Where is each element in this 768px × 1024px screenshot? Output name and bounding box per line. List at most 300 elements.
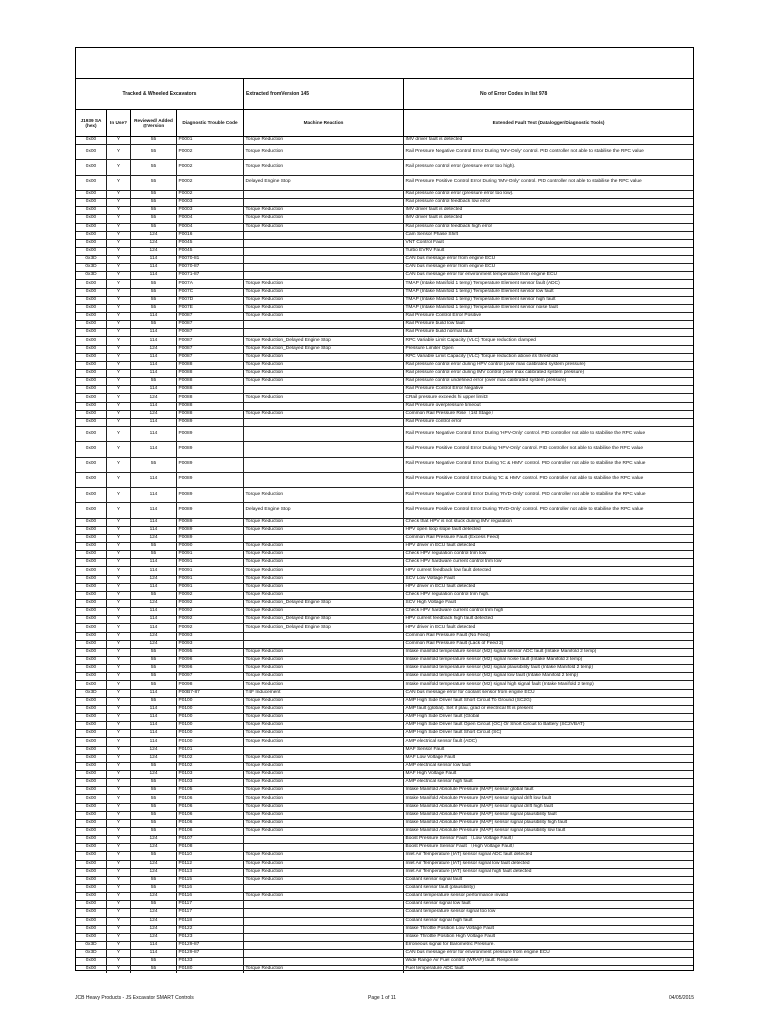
cell-version: 124 (131, 844, 177, 851)
cell-fault-text: VNT Control Fault (405, 239, 444, 245)
cell-reaction: Torque Reduction_Delayed Engine Stop (244, 337, 404, 344)
cell-fault-text: Inlet Air Temperature (IAT) sensor signal high fault detected (405, 868, 532, 874)
table-row (76, 362, 693, 370)
cell-version: 124 (131, 346, 177, 353)
table-row (76, 852, 693, 860)
cell-fault-text: Wide Range Air Fuel control (WRAF) fault: Response (405, 958, 519, 964)
cell-dtc: P0098 (177, 681, 244, 688)
cell-reaction (244, 885, 404, 892)
cell-in-use: Y (107, 458, 131, 472)
cell-fault-text: Check HPV hardware current control trim high (405, 608, 504, 614)
cell-in-use: Y (107, 329, 131, 336)
cell-sa: 0x00 (76, 657, 107, 664)
table-row (76, 690, 693, 698)
cell-reaction: Torque Reduction (244, 779, 404, 786)
cell-reaction (244, 934, 404, 941)
cell-sa: 0x00 (76, 909, 107, 916)
cell-dtc: P0106 (177, 812, 244, 819)
cell-in-use: Y (107, 836, 131, 843)
cell-reaction: Torque Reduction (244, 559, 404, 566)
cell-sa: 0x00 (76, 176, 107, 190)
cell-dtc: P0089 (177, 503, 244, 517)
cell-fault-text: Rail Pressure Negative Control Error During 'HPV-Only' control. PID controller not able to stabilise the RPC value (405, 430, 646, 436)
cell-sa: 0x00 (76, 844, 107, 851)
column-header-dtc: Diagnostic Trouble Code (177, 110, 244, 136)
cell-sa: 0x00 (76, 714, 107, 721)
cell-in-use: Y (107, 394, 131, 401)
cell-in-use: Y (107, 346, 131, 353)
cell-reaction: Torque Reduction (244, 289, 404, 296)
cell-dtc: P0106 (177, 795, 244, 802)
cell-in-use: Y (107, 313, 131, 320)
cell-reaction: Torque Reduction (244, 608, 404, 615)
cell-reaction: Torque Reduction (244, 215, 404, 222)
table-row (76, 354, 693, 362)
cell-sa: 0x00 (76, 370, 107, 377)
cell-fault-text: Intake Manifold Absolute Pressure (MAP) sensor signal drift high fault (405, 803, 553, 809)
cell-in-use: Y (107, 852, 131, 859)
cell-in-use: Y (107, 747, 131, 754)
cell-sa: 0x00 (76, 567, 107, 574)
cell-fault-text: CAN bus message error from engine ECU (405, 264, 496, 270)
cell-version: 114 (131, 419, 177, 426)
cell-in-use: Y (107, 877, 131, 884)
table-row (76, 488, 693, 503)
cell-version: 114 (131, 386, 177, 393)
cell-version: 124 (131, 836, 177, 843)
cell-reaction (244, 901, 404, 908)
cell-dtc: P0091 (177, 576, 244, 583)
table-row (76, 297, 693, 305)
cell-fault-text: CRail pressure exceeds hi upper limit3 (405, 394, 488, 400)
cell-reaction: Torque Reduction (244, 681, 404, 688)
table-row (76, 616, 693, 624)
cell-reaction (244, 458, 404, 472)
cell-reaction (244, 909, 404, 916)
cell-dtc: P0003 (177, 207, 244, 214)
cell-version: 114 (131, 714, 177, 721)
cell-dtc: P0100 (177, 706, 244, 713)
cell-version: 55 (131, 176, 177, 190)
table-row (76, 836, 693, 844)
cell-reaction: Torque Reduction (244, 755, 404, 762)
cell-fault-text: TMAP (Intake Manifold 1 temp) Temperature Element sensor noise fault (405, 305, 558, 311)
table-row (76, 942, 693, 950)
cell-reaction: Torque Reduction (244, 411, 404, 418)
cell-fault-text: RPC Variable Limit Capacity (VLC) Torque reduction clamped (405, 337, 536, 343)
cell-dtc: P0091 (177, 551, 244, 558)
cell-fault-text: Intake Manifold Absolute Pressure (MAP) sensor signal plausibility high fault (405, 819, 568, 825)
cell-sa: 0x00 (76, 698, 107, 705)
cell-dtc: P0129-87 (177, 942, 244, 949)
table-row (76, 535, 693, 543)
cell-reaction: Torque Reduction (244, 378, 404, 385)
cell-sa: 0x00 (76, 576, 107, 583)
cell-in-use: Y (107, 779, 131, 786)
cell-sa: 0x00 (76, 442, 107, 456)
cell-dtc: P0095 (177, 649, 244, 656)
cell-dtc: P0001 (177, 137, 244, 144)
cell-sa: 0x00 (76, 488, 107, 502)
cell-sa: 0x00 (76, 706, 107, 713)
cell-version: 114 (131, 584, 177, 591)
cell-reaction: Torque Reduction (244, 527, 404, 534)
cell-version: 114 (131, 329, 177, 336)
cell-fault-text: Intake manifold temperature sensor (M2) signal noise fault (Intake Manifold 2 temp) (405, 657, 583, 663)
cell-reaction: Torque Reduction (244, 305, 404, 312)
table-row (76, 804, 693, 812)
cell-version: 114 (131, 942, 177, 949)
cell-sa: 0x3D (76, 950, 107, 957)
cell-fault-text: Intake manifold temperature sensor (M2) signal high signal fault (Intake Manifold 2 temp) (405, 681, 594, 687)
cell-fault-text: Boost Pressure Sensor Fault （Low Voltage Fault） (405, 836, 516, 842)
cell-fault-text: TMAP (Intake Manifold 1 temp) Temperature Element sensor low fault (405, 288, 554, 294)
cell-dtc: P0102 (177, 755, 244, 762)
cell-reaction: Torque Reduction (244, 738, 404, 745)
cell-in-use: Y (107, 551, 131, 558)
cell-version: 124 (131, 394, 177, 401)
cell-fault-text: Rail Pressure build normal fault (405, 329, 473, 335)
table-row (76, 624, 693, 632)
cell-dtc: P0096 (177, 665, 244, 672)
cell-version: 55 (131, 160, 177, 174)
table-row (76, 329, 693, 337)
cell-dtc: P0108 (177, 844, 244, 851)
cell-in-use: Y (107, 885, 131, 892)
cell-version: 114 (131, 403, 177, 410)
cell-in-use: Y (107, 730, 131, 737)
cell-sa: 0x00 (76, 771, 107, 778)
cell-in-use: Y (107, 354, 131, 361)
column-header-reaction: Machine Reaction (244, 110, 404, 136)
cell-sa: 0x00 (76, 747, 107, 754)
cell-dtc: P0091 (177, 559, 244, 566)
cell-reaction: Torque Reduction (244, 362, 404, 369)
cell-in-use: Y (107, 567, 131, 574)
cell-sa: 0x00 (76, 828, 107, 835)
cell-sa: 0x00 (76, 787, 107, 794)
cell-dtc: P0091 (177, 584, 244, 591)
table-row (76, 232, 693, 240)
cell-reaction (244, 419, 404, 426)
cell-fault-text: Rail Pressure build low fault (405, 321, 465, 327)
cell-reaction: Torque Reduction (244, 722, 404, 729)
cell-dtc: P0088 (177, 370, 244, 377)
cell-reaction: Torque Reduction (244, 592, 404, 599)
cell-reaction: Torque Reduction (244, 665, 404, 672)
column-header-sa: J1939 SA (hex) (76, 110, 107, 136)
cell-dtc: P0088 (177, 394, 244, 401)
cell-dtc: P0088 (177, 362, 244, 369)
cell-fault-text: HPV driver in ECU fault detected (405, 583, 476, 589)
cell-reaction (244, 191, 404, 198)
cell-dtc: P0089 (177, 527, 244, 534)
cell-version: 55 (131, 199, 177, 206)
cell-reaction: Torque Reduction (244, 160, 404, 174)
cell-fault-text: Rail Pressure Negative Control Error During 'IC & HMV' control. PID controller not able to stabilise the RPC value (405, 461, 646, 467)
cell-fault-text: IMV driver fault is detected (405, 137, 463, 143)
cell-version: 114 (131, 264, 177, 271)
cell-version: 124 (131, 641, 177, 648)
table-row (76, 877, 693, 885)
page-footer (75, 995, 694, 1005)
table-row (76, 950, 693, 958)
cell-sa: 0x00 (76, 346, 107, 353)
cell-in-use: Y (107, 665, 131, 672)
cell-fault-text: Rail Pressure Positive Control Error During 'IC & HMV' control. PID controller not able to stabilise the RPC value (405, 476, 644, 482)
cell-in-use: Y (107, 386, 131, 393)
cell-in-use: Y (107, 861, 131, 868)
cell-fault-text: Rail Pressure Positive Control Error During 'RVD-Only' control. PID controller not able to stabilise the RPC value (405, 507, 644, 513)
table-row (76, 240, 693, 248)
cell-dtc: P0133 (177, 958, 244, 965)
cell-dtc: P0100 (177, 698, 244, 705)
cell-fault-text: AMP High Side Driver fault (Global (405, 714, 480, 720)
cell-in-use: Y (107, 657, 131, 664)
cell-in-use: Y (107, 264, 131, 271)
cell-in-use: Y (107, 787, 131, 794)
cell-version: 55 (131, 901, 177, 908)
table-row (76, 673, 693, 681)
cell-reaction: Torque Reduction_Delayed Engine Stop (244, 346, 404, 353)
cell-version: 55 (131, 828, 177, 835)
cell-fault-text: Rail Pressure Positive Control Error During 'HPV-Only' control. PID controller not able to stabilise the RPC value (405, 445, 644, 451)
cell-reaction: Torque Reduction (244, 207, 404, 214)
cell-in-use: Y (107, 576, 131, 583)
fault-code-sheet (75, 47, 694, 971)
title-machine-family: Tracked & Wheeled Excavators (76, 79, 244, 109)
cell-in-use: Y (107, 690, 131, 697)
cell-version: 55 (131, 958, 177, 965)
cell-reaction (244, 747, 404, 754)
cell-version: 114 (131, 427, 177, 441)
footer-date: 04/05/2015 (668, 995, 694, 1001)
cell-version: 55 (131, 877, 177, 884)
table-row (76, 378, 693, 386)
table-row (76, 885, 693, 893)
cell-version: 114 (131, 488, 177, 502)
cell-in-use: Y (107, 804, 131, 811)
cell-sa: 0x00 (76, 527, 107, 534)
cell-sa: 0x00 (76, 215, 107, 222)
cell-version: 55 (131, 297, 177, 304)
cell-version: 124 (131, 934, 177, 941)
cell-in-use: Y (107, 901, 131, 908)
cell-fault-text: CAN bus message error from engine ECU (405, 256, 496, 262)
cell-in-use: Y (107, 137, 131, 144)
cell-in-use: Y (107, 224, 131, 231)
table-row (76, 901, 693, 909)
cell-sa: 0x00 (76, 633, 107, 640)
cell-in-use: Y (107, 543, 131, 550)
cell-reaction (244, 942, 404, 949)
cell-fault-text: Intake Manifold Absolute Pressure (MAP) sensor signal plausibility fault (405, 811, 557, 817)
cell-sa: 0x00 (76, 779, 107, 786)
table-row (76, 519, 693, 527)
table-row (76, 289, 693, 297)
cell-dtc: P0087 (177, 329, 244, 336)
cell-fault-text: Rail pressure control error during IMV control (over max calibrated system pressure) (405, 370, 585, 376)
table-row (76, 313, 693, 321)
cell-reaction (244, 633, 404, 640)
cell-sa: 0x00 (76, 160, 107, 174)
cell-version: 114 (131, 527, 177, 534)
cell-dtc: P0088 (177, 411, 244, 418)
column-header-in-use: In Use? (107, 110, 131, 136)
cell-fault-text: RPC Variable Limit Capacity (VLC) Torque reduction above its threshold (405, 353, 559, 359)
cell-reaction: Torque Reduction (244, 657, 404, 664)
table-row (76, 714, 693, 722)
cell-in-use: Y (107, 722, 131, 729)
cell-fault-text: IMV driver fault is detected (405, 207, 463, 213)
cell-in-use: Y (107, 232, 131, 239)
table-row (76, 755, 693, 763)
cell-reaction (244, 442, 404, 456)
cell-fault-text: Check HPV regulation control trim low (405, 551, 487, 557)
cell-reaction: Torque Reduction (244, 224, 404, 231)
cell-dtc: P0087 (177, 354, 244, 361)
cell-sa: 0x00 (76, 934, 107, 941)
cell-in-use: Y (107, 950, 131, 957)
cell-in-use: Y (107, 191, 131, 198)
cell-dtc: P0089 (177, 419, 244, 426)
cell-dtc: P0087 (177, 313, 244, 320)
cell-sa: 0x00 (76, 673, 107, 680)
cell-version: 114 (131, 442, 177, 456)
cell-in-use: Y (107, 771, 131, 778)
cell-reaction: Torque Reduction (244, 280, 404, 287)
table-row (76, 730, 693, 738)
cell-in-use: Y (107, 698, 131, 705)
cell-version: 114 (131, 738, 177, 745)
cell-sa: 0x00 (76, 329, 107, 336)
table-row (76, 215, 693, 223)
cell-dtc: P0093 (177, 633, 244, 640)
cell-reaction (244, 641, 404, 648)
cell-fault-text: CAN bus message error for environment pressure from engine ECU (405, 950, 550, 956)
cell-sa: 0x00 (76, 852, 107, 859)
cell-sa: 0x00 (76, 137, 107, 144)
cell-reaction: Torque Reduction (244, 354, 404, 361)
cell-in-use: Y (107, 624, 131, 631)
cell-reaction: Delayed Engine Stop (244, 503, 404, 517)
cell-version: 124 (131, 240, 177, 247)
cell-in-use: Y (107, 378, 131, 385)
cell-fault-text: Intake Manifold Absolute Pressure (MAP) sensor signal drift low fault (405, 795, 552, 801)
table-row (76, 248, 693, 256)
cell-dtc: P0016 (177, 232, 244, 239)
cell-dtc: P0088 (177, 378, 244, 385)
cell-in-use: Y (107, 289, 131, 296)
cell-sa: 0x00 (76, 559, 107, 566)
cell-sa: 0x00 (76, 584, 107, 591)
cell-fault-text: Rail Pressure Positive Control Error During 'IMV-Only' control. PID controller not able to stabilise the RPC value (405, 179, 642, 185)
table-row (76, 861, 693, 869)
cell-in-use: Y (107, 608, 131, 615)
cell-reaction: Torque Reduction (244, 820, 404, 827)
cell-sa: 0x00 (76, 199, 107, 206)
cell-reaction: T4F Inducement (244, 690, 404, 697)
title-extract-version: Extracted fromVersion 145 (244, 79, 404, 109)
table-row (76, 264, 693, 272)
cell-in-use: Y (107, 893, 131, 900)
cell-in-use: Y (107, 280, 131, 287)
cell-reaction (244, 199, 404, 206)
cell-sa: 0x00 (76, 362, 107, 369)
cell-version: 55 (131, 649, 177, 656)
cell-reaction (244, 926, 404, 933)
cell-dtc: P0180 (177, 966, 244, 973)
table-row (76, 812, 693, 820)
table-row (76, 411, 693, 419)
cell-fault-text: Rail Pressure overpressure timeout (405, 402, 481, 408)
cell-reaction: Torque Reduction (244, 869, 404, 876)
cell-sa: 0x3D (76, 942, 107, 949)
cell-sa: 0x00 (76, 354, 107, 361)
table-row (76, 503, 693, 518)
cell-sa: 0x00 (76, 411, 107, 418)
cell-reaction (244, 329, 404, 336)
cell-in-use: Y (107, 820, 131, 827)
table-row (76, 176, 693, 191)
cell-in-use: Y (107, 958, 131, 965)
cell-version: 124 (131, 232, 177, 239)
cell-version: 55 (131, 779, 177, 786)
title-error-count: No of Error Codes in list 978 (480, 91, 548, 97)
cell-version: 55 (131, 224, 177, 231)
cell-dtc: P0002 (177, 160, 244, 174)
cell-reaction: Torque Reduction (244, 576, 404, 583)
cell-in-use: Y (107, 176, 131, 190)
cell-version: 114 (131, 950, 177, 957)
table-row (76, 337, 693, 345)
column-header-fault-text: Extended Fault Text (Datalogger/Diagnostic Tools) (492, 120, 605, 126)
table-row (76, 958, 693, 966)
table-row (76, 427, 693, 442)
cell-sa: 0x00 (76, 624, 107, 631)
cell-sa: 0x00 (76, 240, 107, 247)
cell-in-use: Y (107, 592, 131, 599)
table-row (76, 657, 693, 665)
cell-dtc: P0097 (177, 673, 244, 680)
cell-version: 55 (131, 698, 177, 705)
cell-fault-text: HPV driver in ECU fault detected (405, 543, 476, 549)
cell-version: 114 (131, 272, 177, 279)
cell-dtc: P0112 (177, 861, 244, 868)
cell-dtc: P0107 (177, 836, 244, 843)
cell-fault-text: Rail Pressure control error (405, 418, 462, 424)
table-row (76, 771, 693, 779)
cell-in-use: Y (107, 248, 131, 255)
cell-in-use: Y (107, 207, 131, 214)
cell-fault-text: IMV driver fault is detected (405, 215, 463, 221)
footer-document-name: JCB Heavy Products - JS Excavator SMART Controls (75, 995, 194, 1001)
cell-sa: 0x00 (76, 738, 107, 745)
cell-version: 55 (131, 820, 177, 827)
cell-dtc: P0089 (177, 519, 244, 526)
cell-sa: 0x00 (76, 321, 107, 328)
cell-fault-text: AMP High Side Driver fault Short Circuit To Ground (SC2G) (405, 697, 532, 703)
cell-reaction (244, 232, 404, 239)
cell-dtc: P0087 (177, 321, 244, 328)
cell-dtc: P007A (177, 280, 244, 287)
cell-sa: 0x00 (76, 641, 107, 648)
cell-sa: 0x00 (76, 755, 107, 762)
cell-in-use: Y (107, 942, 131, 949)
cell-reaction: Torque Reduction (244, 852, 404, 859)
table-row (76, 665, 693, 673)
table-row (76, 394, 693, 402)
